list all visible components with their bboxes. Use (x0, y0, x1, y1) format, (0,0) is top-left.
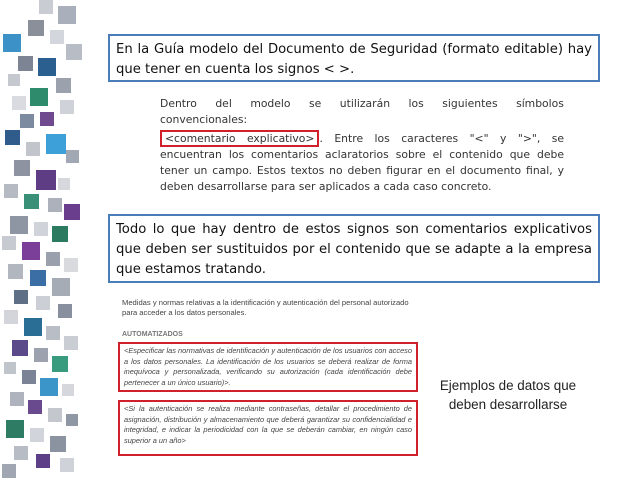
doc-excerpt-line-1 (160, 96, 564, 112)
word: los (408, 97, 424, 110)
example-text-2: <Si la autenticación se realiza mediante contraseñas, detallar el procedimiento de asignación, distribución y almacenamiento que deberá garantizar su confidencialidad e integridad, e indicar la periodicidad con la que se deberán cambiar, en ningún caso superior a un año> (124, 404, 412, 445)
callout-comentarios-text: Todo lo que hay dentro de estos signos son comentarios explicativos que deben ser sustituidos por el contenido que se adapte a la empresa que estamos tratando. (116, 222, 592, 277)
callout-signos-text: En la Guía modelo del Documento de Seguridad (formato editable) hay que tener en cuenta los signos < >. (116, 42, 592, 77)
word: Dentro (160, 97, 197, 110)
doc-excerpt-line-2: convencionales: (160, 113, 248, 126)
example-text-1: <Especificar las normativas de identificación y autenticación de los usuarios con acceso a los datos personales. La identificación de los usuarios se deberá realizar de forma inequívoca y personalizada, verificando su autorización (cada identificación debe pertenecer a un único usuario)>. (124, 346, 412, 387)
word: se (309, 97, 322, 110)
doc-excerpt-medidas (122, 298, 422, 342)
word: modelo (250, 97, 291, 110)
examples-label: Ejemplos de datos que deben desarrollarse (439, 378, 577, 412)
word: símbolos (516, 97, 564, 110)
decorative-mosaic (0, 0, 90, 479)
example-block-autenticacion (118, 400, 418, 456)
word: del (215, 97, 232, 110)
doc-excerpt-body-text: . Entre los caracteres "<" y ">", se encuentran los comentarios aclaratorios sobre el contenido que debe tener un campo. Estos textos no deben figurar en el documento final, y deben desarrollarse para ser aplicados a cada caso concreto. (160, 132, 564, 193)
doc-excerpt-heading: Medidas y normas relativas a la identificación y autenticación del personal autorizado para acceder a los datos personales. (122, 298, 409, 317)
callout-comentarios (108, 214, 600, 283)
word: siguientes (442, 97, 498, 110)
doc-excerpt-symbols (160, 96, 564, 195)
doc-excerpt-body (160, 131, 564, 195)
doc-excerpt-subheading: AUTOMATIZADOS (122, 331, 183, 338)
highlight-comentario-explicativo: <comentario explicativo> (160, 130, 319, 147)
word: utilizarán (339, 97, 391, 110)
callout-signos (108, 34, 600, 82)
example-block-identificacion (118, 342, 418, 392)
mosaic-squares (0, 0, 90, 479)
